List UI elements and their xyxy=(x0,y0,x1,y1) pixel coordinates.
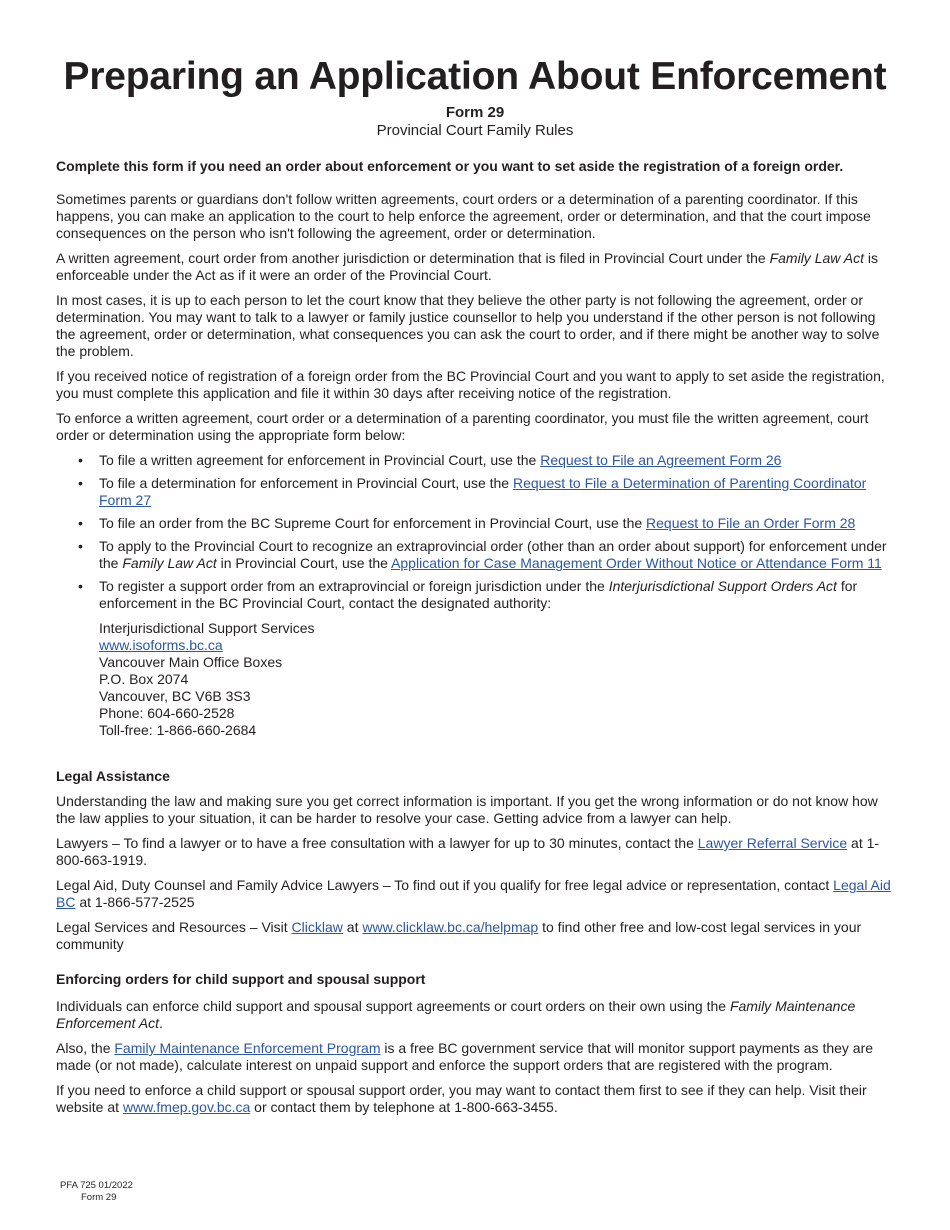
address-tollfree: Toll-free: 1-866-660-2684 xyxy=(99,722,257,738)
form-28-link[interactable]: Request to File an Order Form 28 xyxy=(646,515,856,531)
address-city: Vancouver, BC V6B 3S3 xyxy=(99,688,251,704)
form-11-link[interactable]: Application for Case Management Order Without Notice or Attendance Form 11 xyxy=(391,555,882,571)
page-footer xyxy=(60,1180,133,1204)
lawyers-paragraph: Lawyers – To find a lawyer or to have a free consultation with a lawyer for up to 30 minutes, contact the Lawyer Referral Service at 1-800-663-1919. xyxy=(56,835,880,868)
document-body xyxy=(56,158,896,1124)
contact-address xyxy=(99,620,896,739)
enforcing-paragraph-1: Individuals can enforce child support and spousal support agreements or court orders on their own using the Family Maintenance Enforcement Act. xyxy=(56,998,856,1031)
paragraph-2: A written agreement, court order from another jurisdiction or determination that is filed in Provincial Court under the Family Law Act is enforceable under the Act as if it were an order of the Provincial Court. xyxy=(56,250,878,283)
footer-code: PFA 725 01/2022 xyxy=(60,1180,133,1191)
footer-form: Form 29 xyxy=(81,1192,117,1203)
list-item: • To register a support order from an extraprovincial or foreign jurisdiction under the Interjurisdictional Support Orders Act for enforcement in the BC Provincial Court, contact the designated authority: xyxy=(99,578,896,612)
legal-aid-link[interactable]: Legal Aid BC xyxy=(56,877,891,910)
form-26-link[interactable]: Request to File an Agreement Form 26 xyxy=(540,452,782,468)
form-number: Form 29 xyxy=(445,104,505,121)
address-phone: Phone: 604-660-2528 xyxy=(99,705,235,721)
legal-services-paragraph: Legal Services and Resources – Visit Clicklaw at www.clicklaw.bc.ca/helpmap to find other free and low-cost legal services in your community xyxy=(56,919,862,952)
address-office: Vancouver Main Office Boxes xyxy=(99,654,283,670)
clicklaw-helpmap-link[interactable]: www.clicklaw.bc.ca/helpmap xyxy=(362,919,539,935)
fmep-program-link[interactable]: Family Maintenance Enforcement Program xyxy=(114,1040,381,1056)
list-item: • To apply to the Provincial Court to recognize an extraprovincial order (other than an order about support) for enforcement under the Family Law Act in Provincial Court, use the Application for Case Management Order Without Notice or Attendance Form 11 xyxy=(99,538,896,572)
page-title: Preparing an Application About Enforcement xyxy=(63,55,887,98)
list-item: • To file an order from the BC Supreme Court for enforcement in Provincial Court, use the Request to File an Order Form 28 xyxy=(99,515,896,532)
paragraph-3: In most cases, it is up to each person to let the court know that they believe the other party is not following the agreement, order or determination. You may want to talk to a lawyer or family justice counsellor to help you understand if the other person is not following the agreement, order or determination, what consequences you can ask the court to order, and if there might be another way to solve the problem. xyxy=(56,292,880,359)
legal-paragraph-1: Understanding the law and making sure you get correct information is important. If you get the wrong information or do not know how the law applies to your situation, it can be harder to resolve your case. Getting advice from a lawyer can help. xyxy=(56,793,878,826)
intro-paragraph: Complete this form if you need an order about enforcement or you want to set aside the registration of a foreign order. xyxy=(56,158,844,174)
paragraph-1: Sometimes parents or guardians don't follow written agreements, court orders or a determination of a parenting coordinator. If this happens, you can make an application to the court to help enforce the agreement, order or determination, and that the court impose consequences on the person who isn't following the agreement, order or determination. xyxy=(56,191,871,241)
list-item: • To file a determination for enforcement in Provincial Court, use the Request to File a Determination of Parenting Coordinator Form 27 xyxy=(99,475,896,509)
isoforms-link[interactable]: www.isoforms.bc.ca xyxy=(99,637,223,653)
paragraph-5: To enforce a written agreement, court order or a determination of a parenting coordinator, you must file the written agreement, court order or determination using the appropriate form below: xyxy=(56,410,869,443)
paragraph-4: If you received notice of registration of a foreign order from the BC Provincial Court and you want to apply to set aside the registration, you must complete this application and file it within 30 days after receiving notice of the registration. xyxy=(56,368,885,401)
clicklaw-link[interactable]: Clicklaw xyxy=(291,919,343,935)
address-po-box: P.O. Box 2074 xyxy=(99,671,189,687)
legal-assistance-heading: Legal Assistance xyxy=(56,768,170,784)
form-27-link[interactable]: Request to File a Determination of Parenting Coordinator Form 27 xyxy=(99,475,867,508)
lawyer-referral-link[interactable]: Lawyer Referral Service xyxy=(697,835,848,851)
enforcing-paragraph-3: If you need to enforce a child support or spousal support order, you may want to contact them first to see if they can help. Visit their website at www.fmep.gov.bc.ca or contact them by telephone at 1-800-663-3455. xyxy=(56,1082,867,1115)
address-org: Interjurisdictional Support Services xyxy=(99,620,315,636)
legal-aid-paragraph: Legal Aid, Duty Counsel and Family Advice Lawyers – To find out if you qualify for free legal advice or representation, contact Legal Aid BC at 1-866-577-2525 xyxy=(56,877,891,910)
list-item: • To file a written agreement for enforcement in Provincial Court, use the Request to File an Agreement Form 26 xyxy=(99,452,896,469)
form-list xyxy=(56,452,896,612)
rules-subtitle: Provincial Court Family Rules xyxy=(376,122,574,139)
enforcing-paragraph-2: Also, the Family Maintenance Enforcement Program is a free BC government service that will monitor support payments as they are made (or not made), calculate interest on unpaid support and enforce the support orders that are registered with the program. xyxy=(56,1040,874,1073)
enforcing-heading: Enforcing orders for child support and spousal support xyxy=(56,971,426,987)
fmep-website-link[interactable]: www.fmep.gov.bc.ca xyxy=(122,1099,251,1115)
